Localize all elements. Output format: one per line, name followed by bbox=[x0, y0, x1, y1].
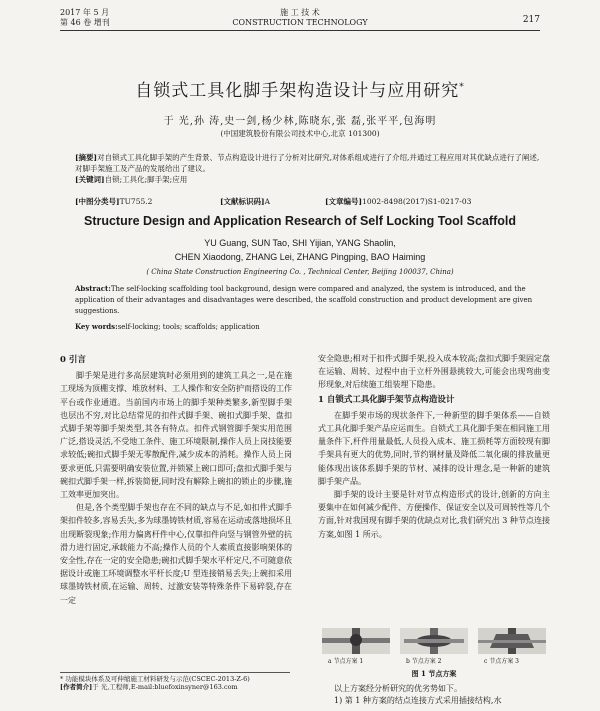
journal-name-en: CONSTRUCTION TECHNOLOGY bbox=[232, 18, 368, 27]
author-bio: 于 光,工程师,E-mail:bluefoxinsyner@163.com bbox=[92, 683, 238, 691]
abstract-en-text: The self-locking scaffolding tool background, design were compared and analyzed, the system is introduced, and the application of their advantages and disadvantages were described, the scaffold construction and product development are given suggestions. bbox=[75, 285, 533, 315]
abstract-zh-text: 对自锁式工具化脚手架的产生背景、节点构造设计进行了分析对比研究,对体系组成进行了介绍,并通过工程应用对其优缺点进行了阐述,对脚手架施工及产品的发展给出了建议。 bbox=[75, 153, 540, 173]
title-zh-text: 自锁式工具化脚手架构造设计与应用研究 bbox=[135, 81, 460, 101]
abstract-en-label: Abstract: bbox=[75, 284, 111, 293]
clc-value: TU755.2 bbox=[119, 197, 153, 206]
abstract-en bbox=[75, 283, 540, 317]
funding-note: * 功能模块体系及可伸缩施工材料研发与示范(CSCEC-2013-Z-6) bbox=[60, 675, 250, 683]
title-en: Structure Design and Application Research of Self Locking Tool Scaffold bbox=[83, 214, 516, 228]
abstract-zh-label: [摘要] bbox=[75, 153, 98, 162]
right-column bbox=[318, 352, 550, 541]
header-rule bbox=[60, 30, 540, 31]
section-0-heading: 0 引言 bbox=[60, 355, 86, 365]
tail-paragraph-1: 以上方案经分析研究的优劣势如下。 bbox=[334, 684, 462, 693]
node-scheme-1-image bbox=[322, 628, 390, 654]
title-footnote-mark: * bbox=[459, 82, 465, 93]
section-0-paragraph-1: 脚手架是进行多高层建筑时必须用到的建筑工具之一,是在施工现场为顶棚支撑、堆放材料、工人操作和安全防护而搭设的工作平台或作业通道。当前国内市场上的脚手架种类繁多,新型脚手架也层出不穷,对比总结常见的扣件式脚手架、碗扣式脚手架、盘扣式脚手架等脚手架类型,其各有特点。扣件式钢管脚手架实用范围广泛,搭设灵活,不受地工条件、施工环境限制,操作人员上岗技能要求较低;碗扣式脚手架无零散配件,减少成本的消耗。操作人员上岗要求更低,只需要明确安装位置,并锁紧上碗口即可;盘扣式脚手架与碗扣式脚手架一样,拆装简便,同时没有解除上碗扣的锁止的步骤,施工效率更加突出。 bbox=[60, 371, 292, 500]
keywords-en bbox=[75, 322, 540, 331]
figure-caption: 图 1 节点方案 bbox=[411, 669, 457, 678]
journal-name-zh: 施 工 技 术 bbox=[280, 8, 320, 17]
footnote bbox=[60, 672, 290, 691]
abstract-zh bbox=[75, 152, 540, 185]
keywords-en-label: Key words: bbox=[75, 322, 118, 331]
doc-code-value: A bbox=[264, 197, 271, 206]
left-column bbox=[60, 352, 292, 607]
section-1-paragraph-2: 脚手架的设计主要是针对节点构造形式的设计,创新的方向主要集中在如何减少配件、方便操作、保证安全以及可周转性等几个方面,针对我国现有脚手架的优缺点对比,我们研究出 3 种节点连接方案,如图 1 所示。 bbox=[318, 490, 550, 539]
article-no-value: 1002-8498(2017)S1-0217-03 bbox=[362, 197, 472, 206]
authors-en-line1: YU Guang, SUN Tao, SHI Yijian, YANG Shaolin, bbox=[204, 238, 396, 248]
figure-sublabel-c: c 节点方案 3 bbox=[484, 658, 519, 665]
author-bio-label: [作者简介] bbox=[60, 683, 93, 691]
page-number: 217 bbox=[522, 15, 540, 25]
section-0-paragraph-2: 但是,各个类型脚手架也存在不同的缺点与不足,如扣件式脚手架扣件较多,容易丢失,多为球墨铸铁材质,容易在运动或落地损坏且出现断裂现象;作用力偏离杆件中心,仅靠扣件向竖与钢管外壁的抗滑力进行固定,承载能力不高;操作人员的个人素质直接影响架体的安全性,存在一定的安全隐患;碗扣式脚手架水平杆定尺,不可随意依据设计或施工环境调整水平杆长度;U 型连接销易丢失;上碗扣采用球墨铸铁材质,在运输、周转、过激安装等特殊条件下易碎裂,存在一定 bbox=[60, 503, 292, 605]
section-1-paragraph-1: 在脚手架市场的现状条件下,一种新型的脚手架体系——自锁式工具化脚手架产品应运而生。自锁式工具化脚手架在相同施工用量条件下,杆件用量最低,人员投入成本、施工损耗等方面较现有脚手架具有更大的优势,同时,节约钢材量及降低二氧化碳的排放量更能体现出该体系脚手架的节材、减排的设计理念,是一种新的建筑脚手架产品。 bbox=[318, 410, 550, 486]
keywords-zh-text: 自锁;工具化;脚手架;应用 bbox=[104, 175, 188, 184]
affiliation-en: ( China State Construction Engineering Co. , Technical Center, Beijing 100037, China) bbox=[146, 268, 454, 276]
authors-zh: 于 光,孙 涛,史一剑,杨少林,陈晓东,张 磊,张平平,包海明 bbox=[163, 116, 437, 127]
article-no-label: [文章编号] bbox=[325, 197, 363, 206]
section-1-heading: 1 自锁式工具化脚手架节点构造设计 bbox=[318, 394, 455, 405]
title-zh bbox=[0, 76, 600, 101]
volume: 第 46 卷 增刊 bbox=[60, 18, 110, 27]
doc-code-label: [文献标识码] bbox=[220, 197, 265, 206]
journal-name bbox=[60, 8, 540, 28]
node-scheme-3-image bbox=[478, 628, 546, 654]
tail-paragraph-2: 1) 第 1 种方案的结点连接方式采用插接结构,水 bbox=[334, 696, 502, 705]
keywords-zh-label: [关键词] bbox=[75, 175, 105, 184]
keywords-en-text: self-locking; tools; scaffolds; application bbox=[117, 323, 260, 331]
figure-sublabel-a: a 节点方案 1 bbox=[328, 658, 364, 665]
figure-sublabel-b: b 节点方案 2 bbox=[406, 658, 442, 665]
right-column-tail bbox=[318, 683, 550, 707]
authors-en-line2: CHEN Xiaodong, ZHANG Lei, ZHANG Pingping, BAO Haiming bbox=[174, 252, 426, 262]
continued-paragraph: 安全隐患;相对于扣件式脚手架,投入成本较高;盘扣式脚手架固定盘在运输、周转、过程中由于立杆外围悬挑较大,可能会出现弯曲变形现象,对后续施工组装埋下隐患。 bbox=[318, 354, 550, 390]
affiliation-zh: (中国建筑股份有限公司技术中心,北京 101300) bbox=[220, 129, 380, 138]
clc-label: [中图分类号] bbox=[75, 197, 120, 206]
node-scheme-2-image bbox=[400, 628, 468, 654]
issue-date: 2017 年 5 月 bbox=[60, 8, 110, 17]
